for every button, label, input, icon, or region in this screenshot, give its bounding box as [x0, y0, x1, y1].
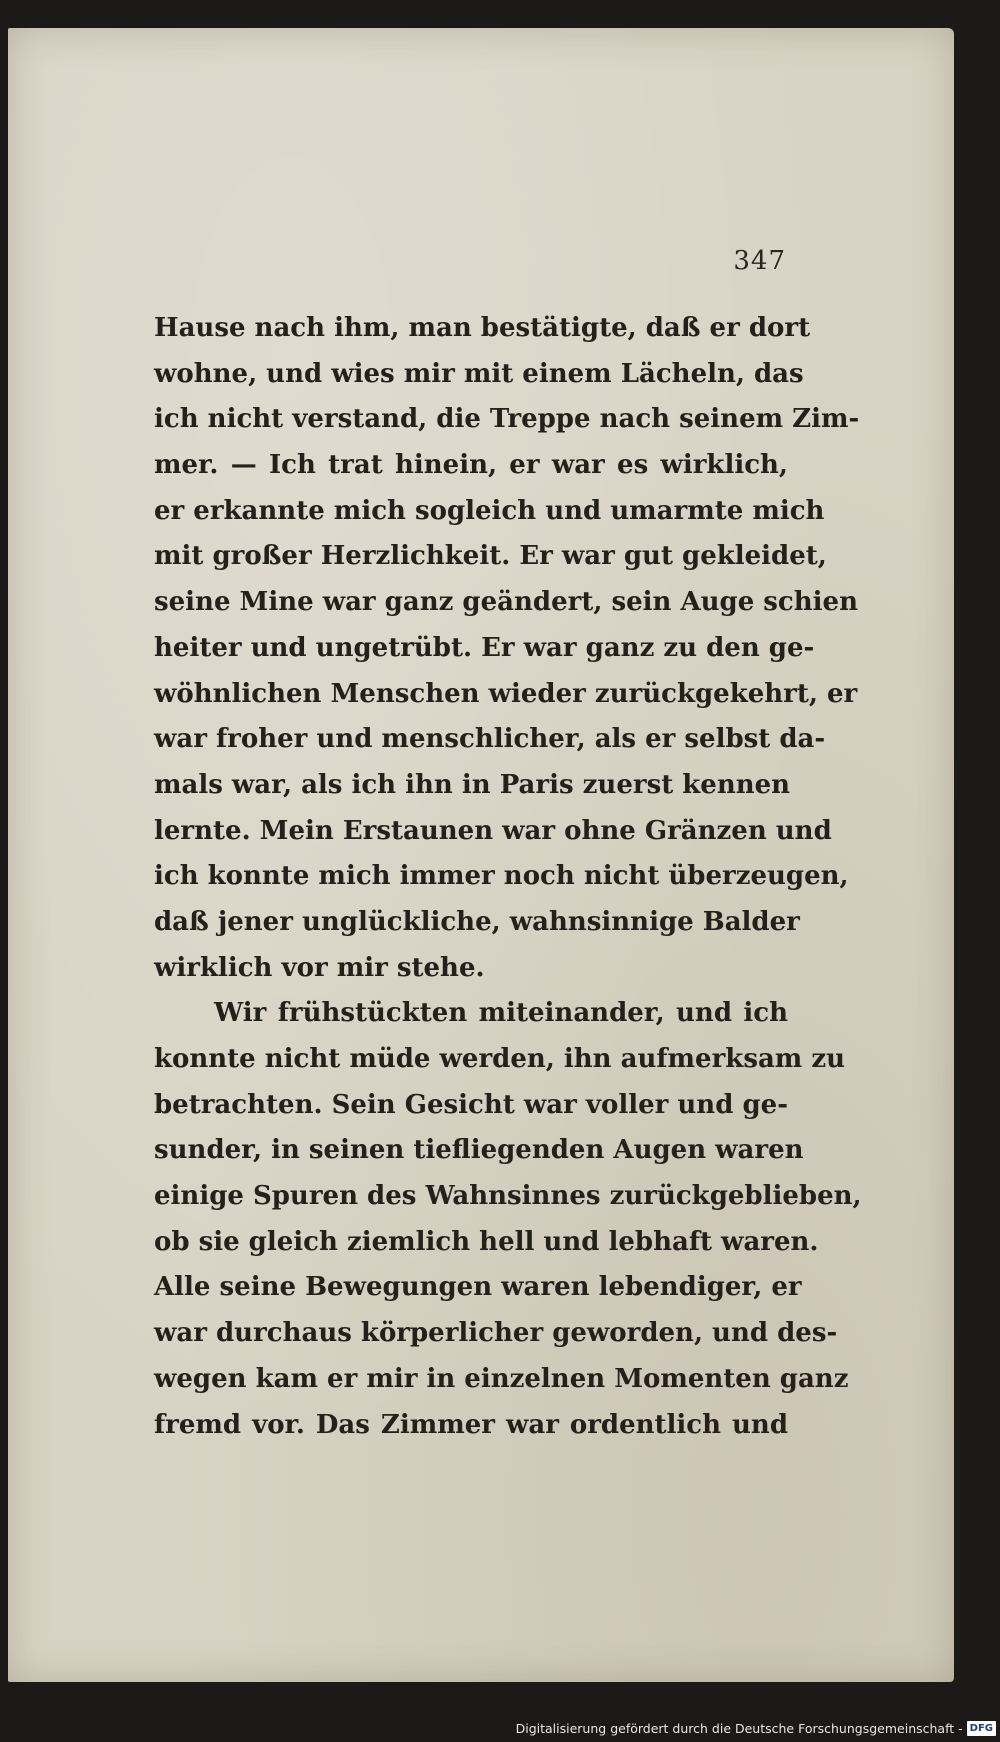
- text-line: Wir frühstückten miteinander, und ich: [214, 998, 788, 1029]
- digitization-credit: [516, 1718, 996, 1738]
- text-line: daß jener unglückliche, wahnsinnige Balder: [154, 906, 800, 937]
- credit-text: Digitalisierung gefördert durch die Deutsche Forschungsgemeinschaft -: [515, 1720, 963, 1736]
- text-line: war froher und menschlicher, als er selbst da-: [154, 724, 826, 755]
- body-text: [154, 306, 862, 1448]
- text-line: konnte nicht müde werden, ihn aufmerksam zu: [154, 1044, 846, 1074]
- text-line: mer. — Ich trat hinein, er war es wirklich,: [154, 450, 788, 481]
- text-line: lernte. Mein Erstaunen war ohne Gränzen und: [154, 815, 832, 846]
- text-line: betrachten. Sein Gesicht war voller und ge-: [154, 1089, 788, 1120]
- text-line: heiter und ungetrübt. Er war ganz zu den ge-: [154, 632, 815, 663]
- text-line: wohne, und wies mir mit einem Lächeln, das: [154, 358, 804, 389]
- text-line: war durchaus körperlicher geworden, und des-: [154, 1318, 838, 1349]
- text-line: Alle seine Bewegungen waren lebendiger, er: [154, 1272, 802, 1303]
- text-line: ich nicht verstand, die Treppe nach seinem Zim-: [154, 404, 860, 435]
- text-line: wegen kam er mir in einzelnen Momenten ganz: [154, 1363, 849, 1394]
- text-line: er erkannte mich sogleich und umarmte mich: [154, 495, 825, 526]
- text-line: einige Spuren des Wahnsinnes zurückgeblieben,: [154, 1181, 862, 1212]
- text-line: sunder, in seinen tiefliegenden Augen waren: [154, 1135, 804, 1166]
- text-line: ich konnte mich immer noch nicht überzeugen,: [154, 861, 849, 892]
- dfg-logo: DFG: [967, 1721, 996, 1736]
- text-line: mit großer Herzlichkeit. Er war gut gekleidet,: [154, 541, 827, 572]
- text-line: seine Mine war ganz geändert, sein Auge schien: [154, 587, 858, 618]
- text-line: mals war, als ich ihn in Paris zuerst kennen: [154, 769, 791, 800]
- text-line: wirklich vor mir stehe.: [154, 952, 485, 983]
- book-page: [8, 28, 954, 1682]
- text-line: ob sie gleich ziemlich hell und lebhaft waren.: [154, 1226, 819, 1257]
- page-number: 347: [733, 246, 786, 276]
- text-line: Hause nach ihm, man bestätigte, daß er dort: [154, 313, 811, 343]
- text-line: wöhnlichen Menschen wieder zurückgekehrt, er: [154, 678, 858, 709]
- text-line: fremd vor. Das Zimmer war ordentlich und: [154, 1409, 788, 1440]
